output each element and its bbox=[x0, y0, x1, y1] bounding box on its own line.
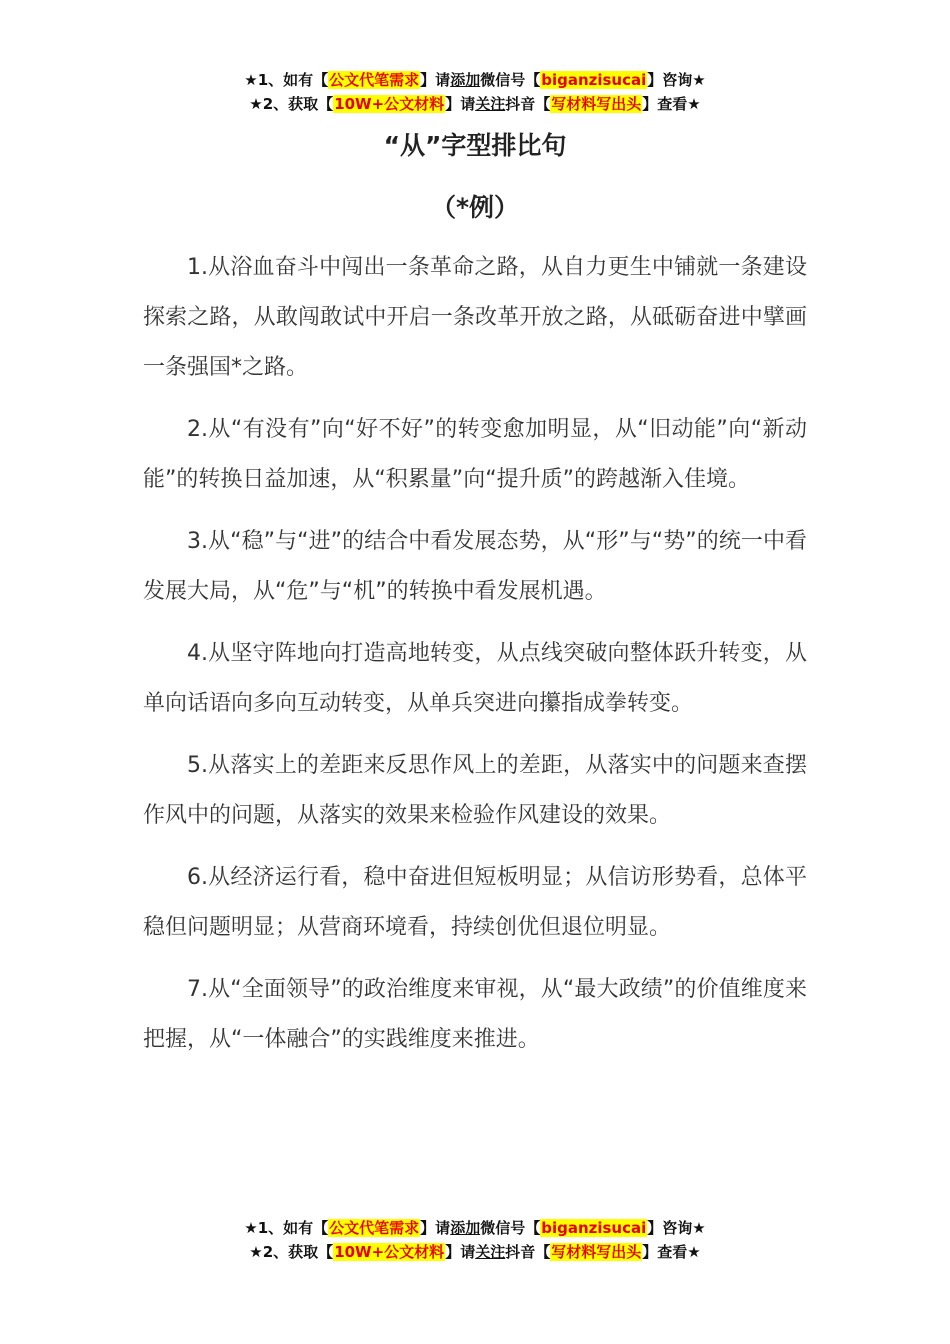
promo-text: 】咨询★ bbox=[647, 1219, 706, 1237]
highlight-douyin-account: 写材料写出头 bbox=[551, 1243, 642, 1261]
highlight-materials: 10W+公文材料 bbox=[334, 95, 445, 113]
promo-text: 微信号【 bbox=[480, 1219, 541, 1237]
promo-text: 】请 bbox=[445, 1243, 476, 1261]
paragraph-7: 7.从“全面领导”的政治维度来审视，从“最大政绩”的价值维度来把握，从“一体融合”的实践维度来推进。 bbox=[143, 977, 807, 1052]
paragraph-3: 3.从“稳”与“进”的结合中看发展态势，从“形”与“势”的统一中看发展大局，从“危”与“机”的转换中看发展机遇。 bbox=[143, 529, 807, 604]
promo-line-2 bbox=[0, 92, 950, 116]
underlined-text: 关注 bbox=[475, 95, 506, 113]
paragraph-2: 2.从“有没有”向“好不好”的转变愈加明显，从“旧动能”向“新动能”的转换日益加速，从“积累量”向“提升质”的跨越渐入佳境。 bbox=[143, 417, 807, 492]
promo-text: 微信号【 bbox=[480, 71, 541, 89]
highlight-wechat-id: biganzisucai bbox=[541, 1219, 647, 1237]
promo-text: ★2、获取【 bbox=[249, 95, 334, 113]
promo-line-1 bbox=[0, 68, 950, 92]
highlight-service: 公文代笔需求 bbox=[329, 1219, 420, 1237]
paragraph-6: 6.从经济运行看，稳中奋进但短板明显；从信访形势看，总体平稳但问题明显；从营商环境看，持续创优但退位明显。 bbox=[143, 865, 807, 940]
bottom-promo-banner bbox=[0, 1216, 950, 1264]
promo-text: 】查看★ bbox=[642, 95, 701, 113]
promo-text: 抖音【 bbox=[505, 95, 551, 113]
document-subtitle: （*例） bbox=[430, 193, 520, 222]
promo-line-1 bbox=[0, 1216, 950, 1240]
paragraph-4: 4.从坚守阵地向打造高地转变，从点线突破向整体跃升转变，从单向话语向多向互动转变，从单兵突进向攥指成拳转变。 bbox=[143, 641, 807, 716]
paragraph-5: 5.从落实上的差距来反思作风上的差距，从落实中的问题来查摆作风中的问题，从落实的效果来检验作风建设的效果。 bbox=[143, 753, 807, 828]
highlight-douyin-account: 写材料写出头 bbox=[551, 95, 642, 113]
underlined-text: 添加 bbox=[450, 71, 481, 89]
paragraph-1: 1.从浴血奋斗中闯出一条革命之路，从自力更生中铺就一条建设探索之路，从敢闯敢试中开启一条改革开放之路，从砥砺奋进中擘画一条强国*之路。 bbox=[143, 255, 807, 380]
promo-text: 】查看★ bbox=[642, 1243, 701, 1261]
promo-text: ★2、获取【 bbox=[249, 1243, 334, 1261]
document-title: “从”字型排比句 bbox=[383, 131, 567, 160]
promo-text: 】请 bbox=[420, 1219, 451, 1237]
promo-text: 】请 bbox=[420, 71, 451, 89]
promo-text: 】请 bbox=[445, 95, 476, 113]
underlined-text: 关注 bbox=[475, 1243, 506, 1261]
highlight-materials: 10W+公文材料 bbox=[334, 1243, 445, 1261]
underlined-text: 添加 bbox=[450, 1219, 481, 1237]
highlight-wechat-id: biganzisucai bbox=[541, 71, 647, 89]
promo-line-2 bbox=[0, 1240, 950, 1264]
promo-text: 抖音【 bbox=[505, 1243, 551, 1261]
promo-text: ★1、如有【 bbox=[244, 71, 329, 89]
document-body bbox=[143, 243, 807, 1077]
promo-text: ★1、如有【 bbox=[244, 1219, 329, 1237]
top-promo-banner bbox=[0, 68, 950, 116]
promo-text: 】咨询★ bbox=[647, 71, 706, 89]
highlight-service: 公文代笔需求 bbox=[329, 71, 420, 89]
